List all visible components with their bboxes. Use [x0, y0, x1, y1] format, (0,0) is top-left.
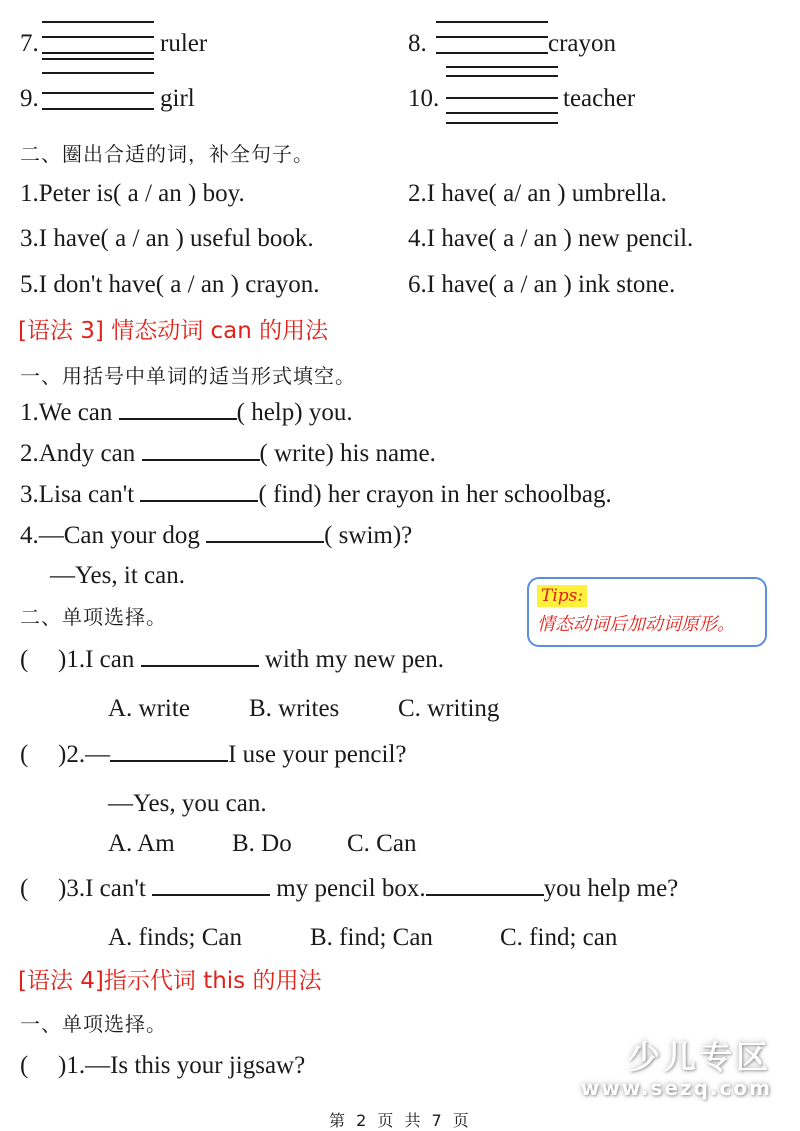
option: C. Can — [347, 830, 417, 857]
fill-text: 3.Lisa can't — [20, 481, 141, 508]
watermark-url: www.sezq.com — [580, 1076, 772, 1100]
circle-item: 5.I don't have( a / an ) crayon. — [20, 271, 320, 298]
section-heading: 二、圈出合适的词，补全句子。 — [20, 142, 314, 166]
writing-line — [42, 52, 154, 54]
writing-line — [446, 122, 558, 124]
question-text: )1.—Is this your jigsaw? — [58, 1052, 306, 1079]
circle-item: 6.I have( a / an ) ink stone. — [408, 271, 676, 298]
fill-item — [20, 480, 612, 510]
answer-blank[interactable] — [110, 740, 228, 762]
match-num: 9. — [20, 85, 39, 112]
answer-line: —Yes, it can. — [50, 562, 185, 589]
writing-line — [436, 21, 548, 23]
tips-text: 情态动词后加动词原形。 — [537, 614, 735, 635]
writing-line — [42, 72, 154, 74]
fill-text: ( swim)? — [324, 522, 413, 549]
writing-line — [42, 92, 154, 94]
tips-box — [527, 577, 767, 647]
choice-question — [20, 645, 444, 675]
fill-item — [20, 398, 353, 428]
fill-text: 4.—Can your dog — [20, 522, 207, 549]
fill-text: 1.We can — [20, 399, 119, 426]
writing-line — [42, 108, 154, 110]
option: A. write — [108, 695, 190, 722]
answer-blank[interactable] — [141, 645, 259, 667]
fill-text: ( help) you. — [236, 399, 353, 426]
writing-line — [42, 58, 154, 60]
answer-paren[interactable]: ( — [20, 646, 29, 673]
writing-line — [42, 36, 154, 38]
answer-blank[interactable] — [152, 874, 270, 896]
option: C. find; can — [500, 924, 618, 951]
answer-paren[interactable]: ( — [20, 875, 29, 902]
circle-item: 1.Peter is( a / an ) boy. — [20, 180, 245, 207]
circle-item: 4.I have( a / an ) new pencil. — [408, 225, 694, 252]
fill-item — [20, 521, 412, 551]
writing-line — [446, 97, 558, 99]
grammar-title: [语法 3] 情态动词 can 的用法 — [18, 318, 329, 344]
answer-blank[interactable] — [142, 439, 260, 461]
page-footer: 第 2 页 共 7 页 — [329, 1111, 472, 1130]
section-heading: 一、用括号中单词的适当形式填空。 — [20, 364, 356, 388]
answer-blank[interactable] — [119, 398, 237, 420]
watermark-logo — [581, 1038, 772, 1100]
match-num: 10. — [408, 85, 440, 112]
fill-text: ( write) his name. — [259, 440, 436, 467]
match-word: crayon — [548, 30, 617, 57]
choice-question — [20, 874, 678, 904]
fill-text: 2.Andy can — [20, 440, 142, 467]
match-num: 8. — [408, 30, 427, 57]
option: B. writes — [249, 695, 340, 722]
section-heading: 一、单项选择。 — [20, 1012, 167, 1036]
writing-line — [436, 52, 548, 54]
question-text: )3.I can't — [58, 875, 153, 902]
option: A. Am — [108, 830, 175, 857]
question-text: )2.— — [58, 741, 111, 768]
answer-blank[interactable] — [140, 480, 258, 502]
choice-question — [20, 1051, 305, 1081]
section-heading: 二、单项选择。 — [20, 605, 167, 629]
choice-question — [20, 740, 406, 770]
writing-line — [446, 112, 558, 114]
circle-item: 3.I have( a / an ) useful book. — [20, 225, 314, 252]
answer-paren[interactable]: ( — [20, 1052, 29, 1079]
option: A. finds; Can — [108, 924, 243, 951]
fill-item — [20, 439, 436, 469]
match-word: ruler — [160, 30, 208, 57]
question-text: )1.I can — [58, 646, 141, 673]
watermark-title: 少儿专区 — [627, 1038, 772, 1076]
option: B. Do — [232, 830, 292, 857]
match-num: 7. — [20, 30, 39, 57]
answer-blank[interactable] — [426, 874, 544, 896]
answer-line: —Yes, you can. — [108, 790, 267, 817]
match-word: teacher — [563, 85, 636, 112]
grammar-title: [语法 4]指示代词 this 的用法 — [18, 968, 322, 994]
answer-blank[interactable] — [206, 521, 324, 543]
question-text: I use your pencil? — [228, 741, 407, 768]
answer-paren[interactable]: ( — [20, 741, 29, 768]
writing-line — [446, 66, 558, 68]
writing-line — [446, 75, 558, 77]
question-text: you help me? — [543, 875, 679, 902]
question-text: my pencil box. — [270, 875, 426, 902]
option: B. find; Can — [310, 924, 433, 951]
tips-label: Tips: — [537, 585, 587, 607]
question-text: with my new pen. — [258, 646, 444, 673]
writing-line — [436, 36, 548, 38]
option: C. writing — [398, 695, 500, 722]
writing-line — [42, 21, 154, 23]
circle-item: 2.I have( a/ an ) umbrella. — [408, 180, 667, 207]
match-word: girl — [160, 85, 195, 112]
fill-text: ( find) her crayon in her schoolbag. — [258, 481, 612, 508]
